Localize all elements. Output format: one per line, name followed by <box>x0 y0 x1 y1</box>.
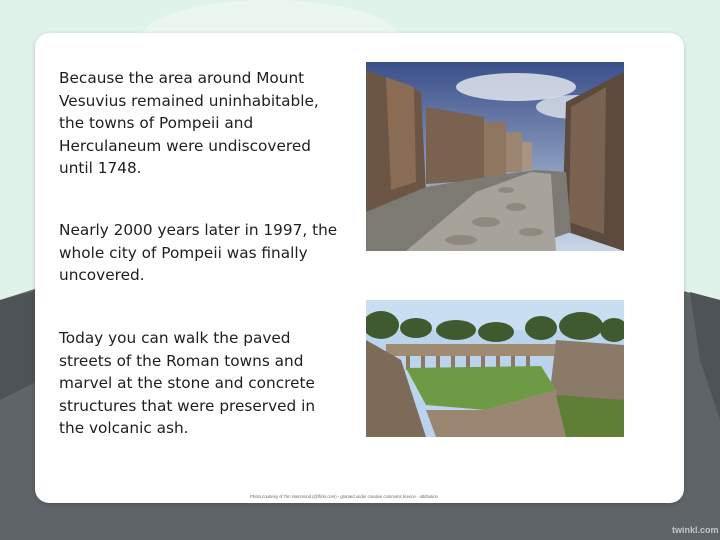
discovery-paragraph: Because the area around Mount Vesuvius remained uninhabitable, the towns of Pompeii and Herculaneum were undiscovered until 1748. <box>59 69 319 177</box>
uncovered-paragraph: Nearly 2000 years later in 1997, the whole city of Pompeii was finally uncovered. <box>59 221 338 284</box>
pompeii-ruins-photo <box>366 300 624 437</box>
pompeii-street-photo <box>366 62 624 251</box>
twinkl-logo: twinkl.com <box>672 525 719 535</box>
today-paragraph: Today you can walk the paved streets of the Roman towns and marvel at the stone and concrete structures that were preserved in the volcanic ash. <box>59 329 316 437</box>
photo-credit: Photo courtesy of Tim Hammond (@flickr.com) - granted under creative commons licence - attribution <box>250 494 438 499</box>
